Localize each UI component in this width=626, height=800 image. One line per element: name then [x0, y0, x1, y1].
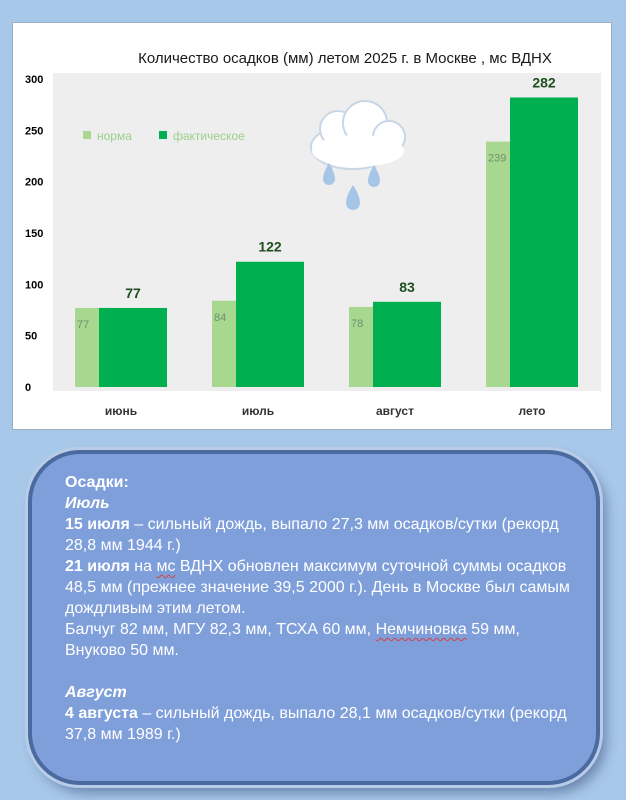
y-tick-label: 50: [25, 330, 38, 343]
august-item-1-date: 4 августа: [65, 705, 138, 722]
data-label-fact: 83: [399, 278, 415, 295]
august-item-1: [65, 703, 576, 745]
legend-label-fact: фактическое: [173, 129, 245, 143]
spacer: [65, 661, 576, 682]
legend-label-norm: норма: [97, 129, 132, 143]
y-tick-label: 100: [25, 279, 44, 292]
bar-fact: [236, 262, 304, 387]
y-tick-label: 200: [25, 176, 44, 189]
july-item-2-text-a: на: [129, 558, 157, 575]
chart-title: Количество осадков (мм) летом 2025 г. в Москве , мс ВДНХ: [138, 50, 552, 67]
july-item-1: [65, 514, 576, 556]
data-label-norm: 77: [77, 318, 90, 331]
precipitation-notes-panel: [28, 450, 600, 785]
y-tick-label: 0: [25, 382, 32, 394]
x-category-label: июнь: [104, 404, 138, 418]
july-item-2-text-b: ВДНХ обновлен максимум суточной суммы осадков 48,5 мм (прежнее значение 39,5 2000 г.). День в Москве был самым дождливым этим летом.: [65, 558, 570, 617]
notes-heading: Осадки:: [65, 474, 129, 491]
july-item-2: [65, 556, 576, 619]
july-heading: Июль: [65, 495, 110, 512]
x-category-label: лето: [518, 404, 546, 418]
data-label-norm: 239: [488, 152, 507, 165]
data-label-fact: 282: [532, 74, 556, 91]
july-item-1-text: – сильный дождь, выпало 27,3 мм осадков/сутки (рекорд 28,8 мм 1944 г.): [65, 516, 559, 554]
y-tick-label: 300: [25, 74, 44, 86]
august-heading: Август: [65, 684, 127, 701]
july-item-3-nem: Немчиновка: [375, 621, 467, 638]
july-item-3: [65, 619, 576, 661]
legend-swatch-fact: [159, 131, 167, 139]
bar-fact: [99, 308, 167, 387]
precipitation-chart: [13, 23, 611, 429]
july-item-3-text-b: 59 мм, Внуково 50 мм.: [65, 621, 520, 659]
legend-swatch-norm: [83, 131, 91, 139]
data-label-fact: 122: [258, 238, 282, 255]
x-category-label: август: [376, 404, 414, 418]
data-label-fact: 77: [125, 284, 141, 301]
july-item-2-date: 21 июля: [65, 558, 130, 575]
data-label-norm: 84: [214, 311, 227, 324]
x-axis: [105, 404, 546, 418]
chart-frame: [12, 22, 612, 430]
x-category-label: июль: [241, 404, 275, 418]
bar-fact: [373, 302, 441, 387]
july-item-3-text-a: Балчуг 82 мм, МГУ 82,3 мм, ТСХА 60 мм,: [65, 621, 376, 638]
y-axis: [25, 74, 43, 394]
july-item-1-date: 15 июля: [65, 516, 130, 533]
bar-fact: [510, 97, 578, 387]
y-tick-label: 150: [25, 228, 44, 240]
july-item-2-ms: мс: [156, 558, 176, 575]
y-tick-label: 250: [25, 125, 44, 138]
data-label-norm: 78: [351, 317, 364, 330]
august-item-1-text: – сильный дождь, выпало 28,1 мм осадков/сутки (рекорд 37,8 мм 1989 г.): [65, 705, 567, 743]
